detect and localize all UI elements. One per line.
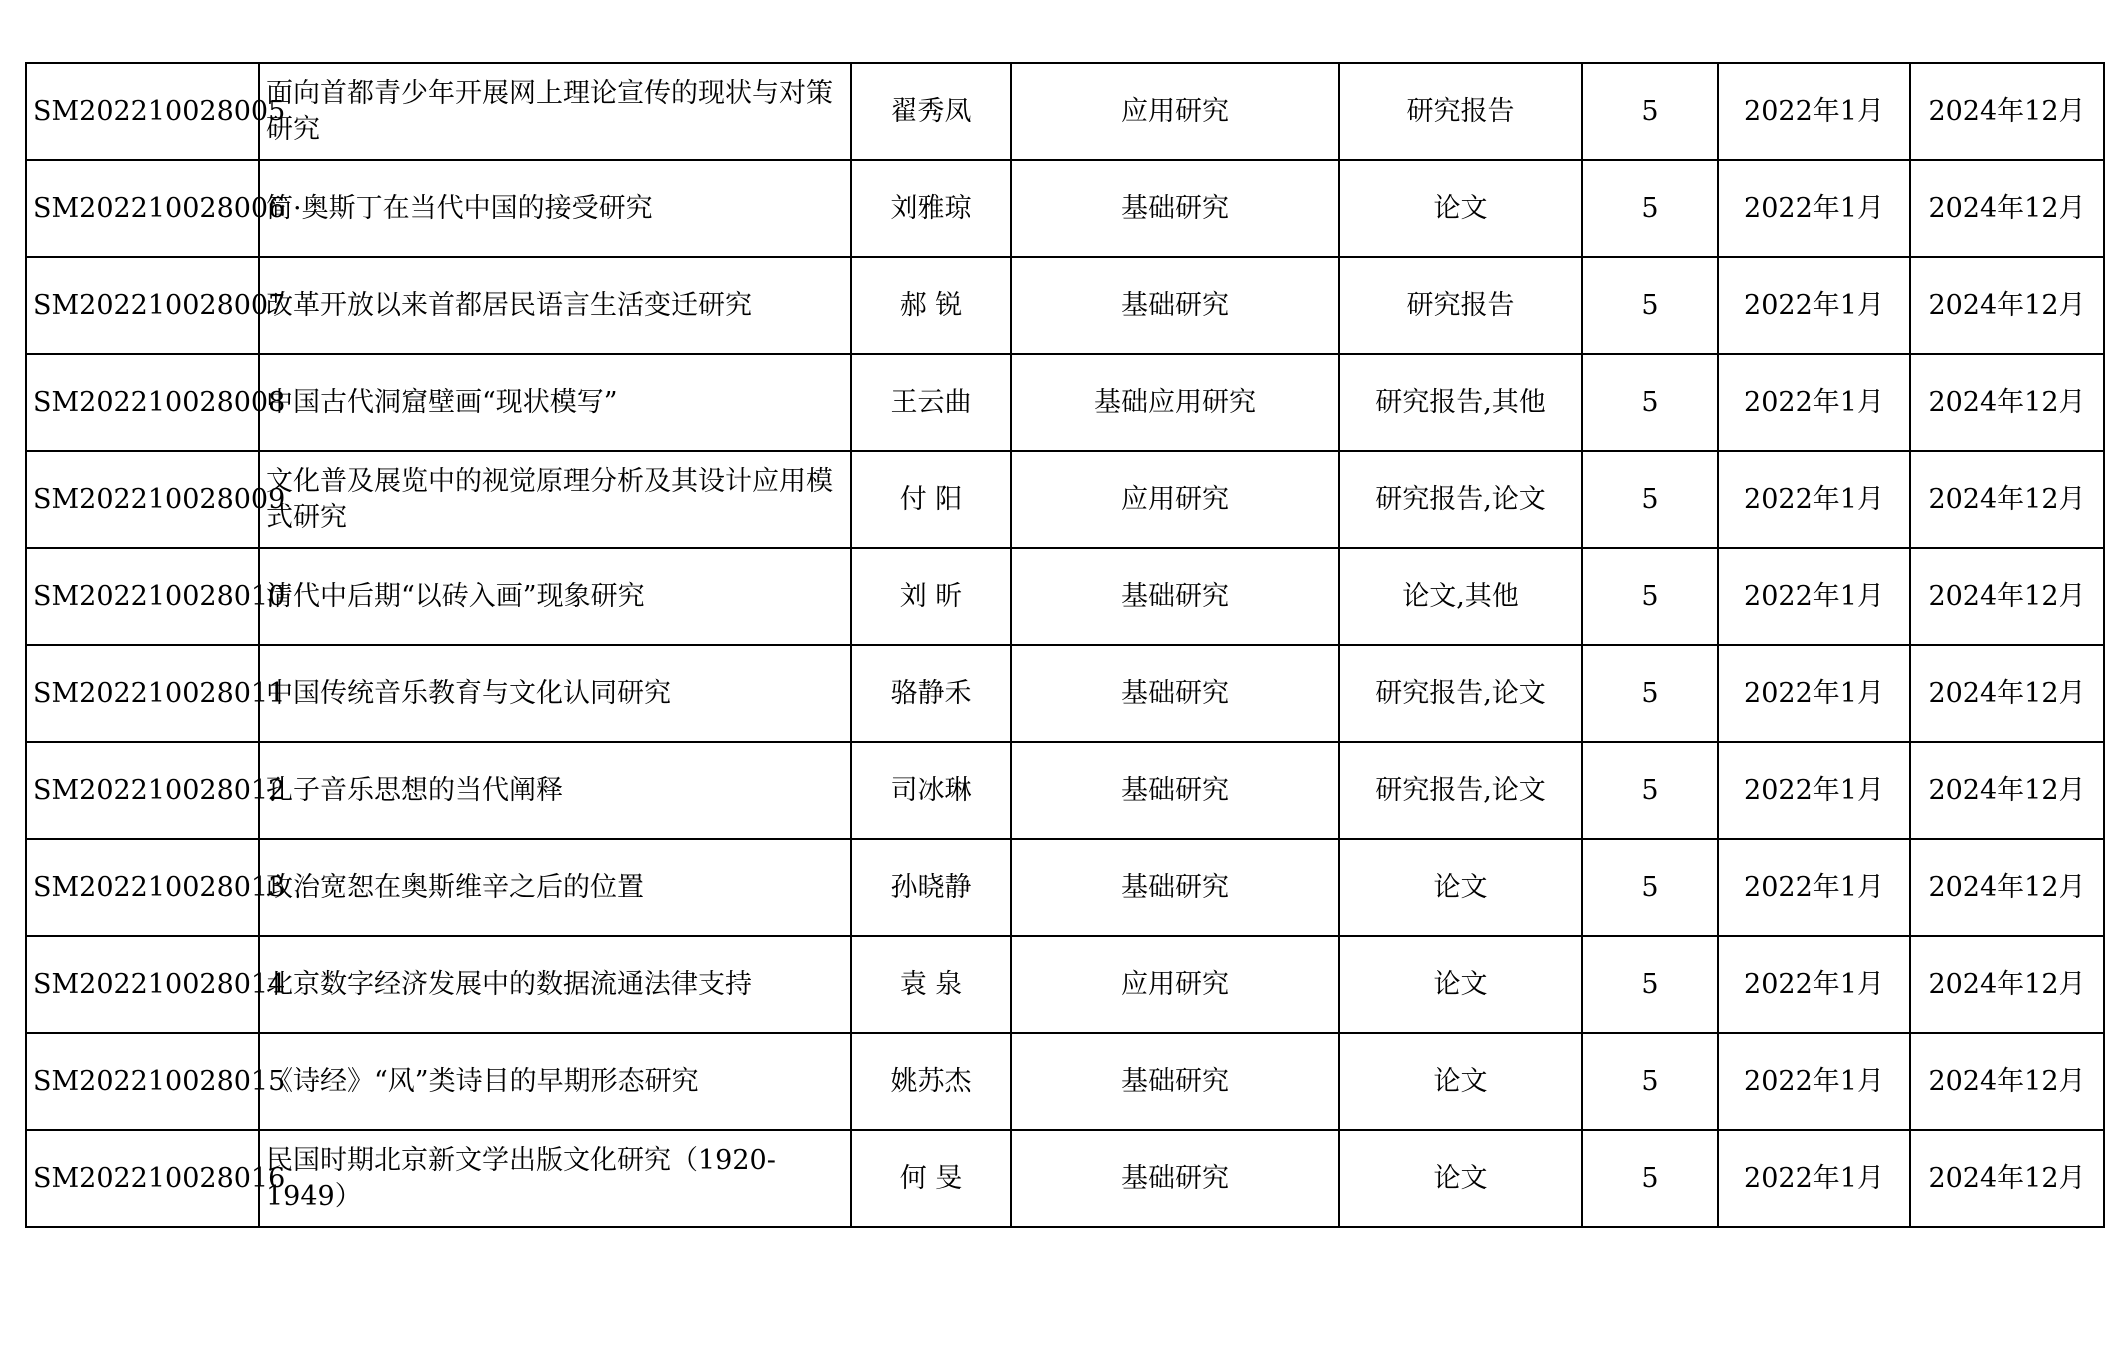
outcome-form-cell: 论文	[1339, 160, 1582, 257]
table-row	[26, 839, 2104, 936]
project-title-cell: 清代中后期“以砖入画”现象研究	[259, 548, 851, 645]
research-type-cell: 基础研究	[1011, 1130, 1339, 1227]
table-row	[26, 451, 2104, 548]
project-leader-cell: 郝 锐	[851, 257, 1011, 354]
research-type-cell: 基础研究	[1011, 839, 1339, 936]
end-date-cell: 2024年12月	[1910, 451, 2104, 548]
project-title-cell: 政治宽恕在奥斯维辛之后的位置	[259, 839, 851, 936]
funding-amount-cell: 5	[1582, 742, 1718, 839]
research-type-cell: 基础研究	[1011, 160, 1339, 257]
outcome-form-cell: 论文,其他	[1339, 548, 1582, 645]
project-title-cell: 文化普及展览中的视觉原理分析及其设计应用模式研究	[259, 451, 851, 548]
project-title-cell: 面向首都青少年开展网上理论宣传的现状与对策研究	[259, 63, 851, 160]
outcome-form-cell: 论文	[1339, 936, 1582, 1033]
end-date-cell: 2024年12月	[1910, 1033, 2104, 1130]
table-row	[26, 742, 2104, 839]
project-table	[25, 62, 2105, 1228]
project-id-cell: SM202210028016	[26, 1130, 259, 1227]
table-row	[26, 1130, 2104, 1227]
funding-amount-cell: 5	[1582, 1033, 1718, 1130]
research-type-cell: 基础研究	[1011, 645, 1339, 742]
project-title-cell: 中国古代洞窟壁画“现状模写”	[259, 354, 851, 451]
project-title-cell: 孔子音乐思想的当代阐释	[259, 742, 851, 839]
funding-amount-cell: 5	[1582, 63, 1718, 160]
project-id-cell: SM202210028010	[26, 548, 259, 645]
start-date-cell: 2022年1月	[1718, 354, 1910, 451]
research-type-cell: 应用研究	[1011, 451, 1339, 548]
start-date-cell: 2022年1月	[1718, 839, 1910, 936]
project-title-cell: 中国传统音乐教育与文化认同研究	[259, 645, 851, 742]
funding-amount-cell: 5	[1582, 839, 1718, 936]
table-row	[26, 257, 2104, 354]
project-leader-cell: 翟秀凤	[851, 63, 1011, 160]
end-date-cell: 2024年12月	[1910, 257, 2104, 354]
project-id-cell: SM202210028015	[26, 1033, 259, 1130]
project-leader-cell: 付 阳	[851, 451, 1011, 548]
start-date-cell: 2022年1月	[1718, 63, 1910, 160]
end-date-cell: 2024年12月	[1910, 63, 2104, 160]
project-leader-cell: 孙晓静	[851, 839, 1011, 936]
start-date-cell: 2022年1月	[1718, 1130, 1910, 1227]
project-id-cell: SM202210028005	[26, 63, 259, 160]
outcome-form-cell: 研究报告	[1339, 257, 1582, 354]
project-id-cell: SM202210028007	[26, 257, 259, 354]
outcome-form-cell: 论文	[1339, 1130, 1582, 1227]
research-type-cell: 基础研究	[1011, 548, 1339, 645]
project-leader-cell: 姚苏杰	[851, 1033, 1011, 1130]
start-date-cell: 2022年1月	[1718, 742, 1910, 839]
outcome-form-cell: 论文	[1339, 839, 1582, 936]
funding-amount-cell: 5	[1582, 936, 1718, 1033]
project-id-cell: SM202210028006	[26, 160, 259, 257]
end-date-cell: 2024年12月	[1910, 645, 2104, 742]
start-date-cell: 2022年1月	[1718, 451, 1910, 548]
table-row	[26, 1033, 2104, 1130]
table-row	[26, 548, 2104, 645]
research-type-cell: 基础研究	[1011, 742, 1339, 839]
outcome-form-cell: 研究报告	[1339, 63, 1582, 160]
end-date-cell: 2024年12月	[1910, 548, 2104, 645]
project-title-cell: 北京数字经济发展中的数据流通法律支持	[259, 936, 851, 1033]
project-leader-cell: 袁 泉	[851, 936, 1011, 1033]
end-date-cell: 2024年12月	[1910, 1130, 2104, 1227]
table-row	[26, 354, 2104, 451]
start-date-cell: 2022年1月	[1718, 548, 1910, 645]
table-row	[26, 63, 2104, 160]
research-type-cell: 基础应用研究	[1011, 354, 1339, 451]
outcome-form-cell: 研究报告,论文	[1339, 451, 1582, 548]
table-row	[26, 936, 2104, 1033]
project-leader-cell: 骆静禾	[851, 645, 1011, 742]
outcome-form-cell: 论文	[1339, 1033, 1582, 1130]
project-id-cell: SM202210028013	[26, 839, 259, 936]
table-row	[26, 160, 2104, 257]
project-id-cell: SM202210028008	[26, 354, 259, 451]
research-type-cell: 基础研究	[1011, 1033, 1339, 1130]
end-date-cell: 2024年12月	[1910, 839, 2104, 936]
start-date-cell: 2022年1月	[1718, 160, 1910, 257]
project-leader-cell: 何 旻	[851, 1130, 1011, 1227]
end-date-cell: 2024年12月	[1910, 936, 2104, 1033]
start-date-cell: 2022年1月	[1718, 645, 1910, 742]
research-type-cell: 应用研究	[1011, 63, 1339, 160]
outcome-form-cell: 研究报告,论文	[1339, 742, 1582, 839]
project-leader-cell: 刘 昕	[851, 548, 1011, 645]
project-title-cell: 民国时期北京新文学出版文化研究（1920-1949）	[259, 1130, 851, 1227]
end-date-cell: 2024年12月	[1910, 742, 2104, 839]
project-leader-cell: 刘雅琼	[851, 160, 1011, 257]
project-id-cell: SM202210028011	[26, 645, 259, 742]
start-date-cell: 2022年1月	[1718, 257, 1910, 354]
outcome-form-cell: 研究报告,论文	[1339, 645, 1582, 742]
start-date-cell: 2022年1月	[1718, 936, 1910, 1033]
project-leader-cell: 王云曲	[851, 354, 1011, 451]
project-id-cell: SM202210028009	[26, 451, 259, 548]
end-date-cell: 2024年12月	[1910, 354, 2104, 451]
funding-amount-cell: 5	[1582, 257, 1718, 354]
project-leader-cell: 司冰琳	[851, 742, 1011, 839]
end-date-cell: 2024年12月	[1910, 160, 2104, 257]
project-id-cell: SM202210028014	[26, 936, 259, 1033]
research-type-cell: 应用研究	[1011, 936, 1339, 1033]
funding-amount-cell: 5	[1582, 451, 1718, 548]
outcome-form-cell: 研究报告,其他	[1339, 354, 1582, 451]
funding-amount-cell: 5	[1582, 1130, 1718, 1227]
table-row	[26, 645, 2104, 742]
project-title-cell: 改革开放以来首都居民语言生活变迁研究	[259, 257, 851, 354]
table-body	[26, 63, 2104, 1227]
funding-amount-cell: 5	[1582, 645, 1718, 742]
project-title-cell: 《诗经》“风”类诗目的早期形态研究	[259, 1033, 851, 1130]
funding-amount-cell: 5	[1582, 354, 1718, 451]
project-title-cell: 简·奥斯丁在当代中国的接受研究	[259, 160, 851, 257]
funding-amount-cell: 5	[1582, 160, 1718, 257]
start-date-cell: 2022年1月	[1718, 1033, 1910, 1130]
project-id-cell: SM202210028012	[26, 742, 259, 839]
funding-amount-cell: 5	[1582, 548, 1718, 645]
research-type-cell: 基础研究	[1011, 257, 1339, 354]
